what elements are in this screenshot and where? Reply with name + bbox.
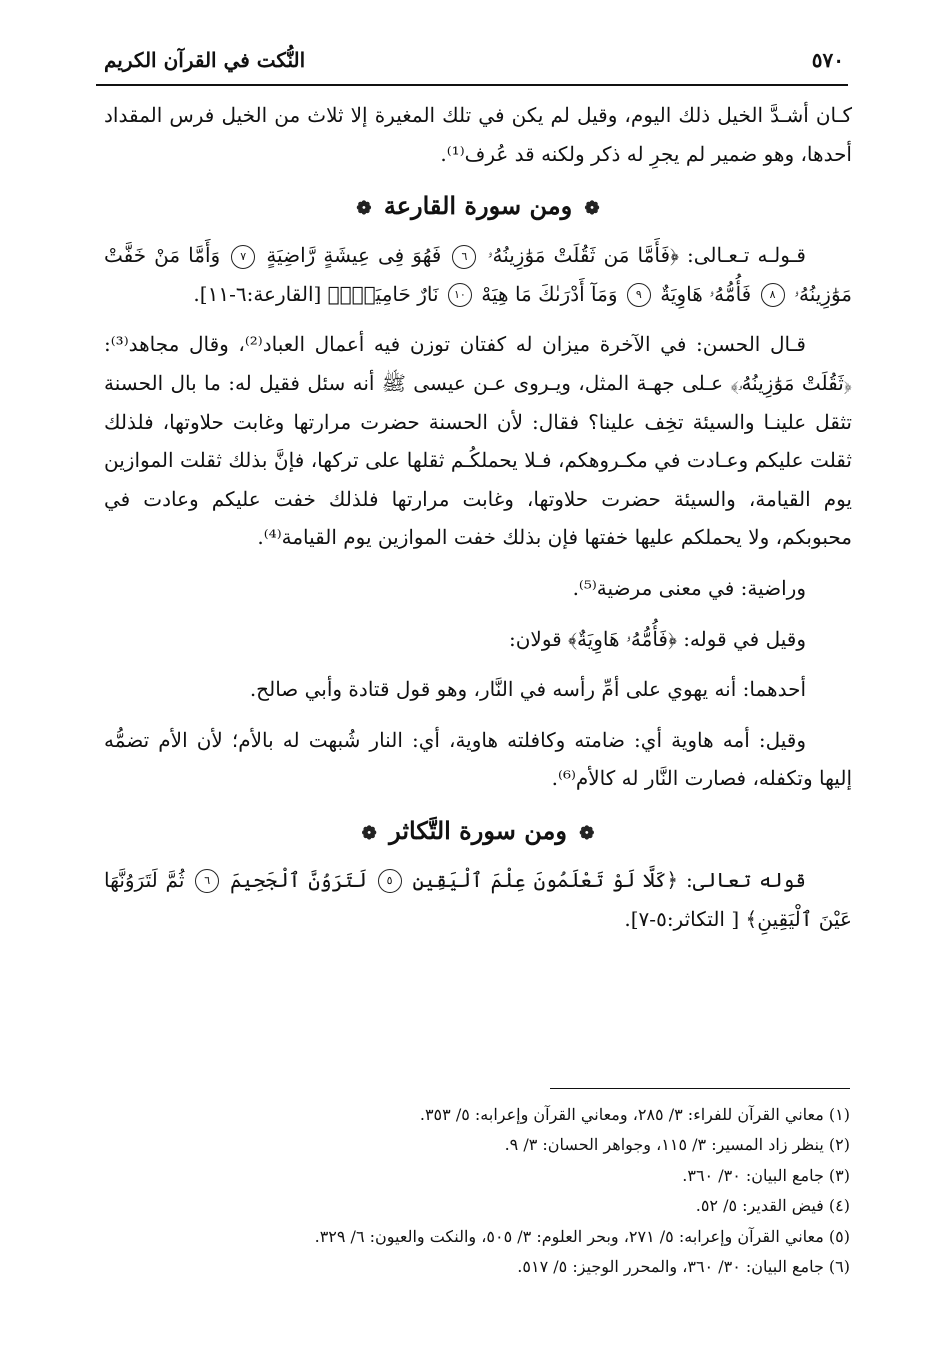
paragraph: وقيل: أمه هاوية أي: ضامته وكافلته هاوية، أي: النار شُبهت له بالأم؛ لأن الأم تضمُّه إليها وتكفله، فصارت النَّار له كالأم⁽⁶⁾. — [104, 727, 852, 791]
ayah-number-icon: ٨ — [761, 283, 785, 307]
book-title: النُّكت في القرآن الكريم — [104, 48, 306, 72]
surah-heading-text: ومن سورة القارعة — [383, 191, 573, 221]
ayah-number-icon: ٦ — [195, 869, 219, 893]
paragraph: وراضية: في معنى مرضية⁽⁵⁾. — [572, 575, 806, 600]
quran-text: فَأُمُّهُۥ هَاوِيَةٌ — [660, 281, 752, 306]
page-body — [104, 96, 852, 950]
footnotes — [104, 1100, 850, 1282]
running-header — [104, 40, 844, 80]
surah-reference: [ التكاثر:٥-٧]. — [624, 906, 740, 931]
footnote: (٣) جامع البيان: ٣٠/ ٣٦٠. — [682, 1165, 850, 1185]
paragraph: كـان أشـدَّ الخيل ذلك اليوم، وقيل لم يكن في تلك المغيرة إلا ثلاث من الخيل فرس المقداد أحدها، وهو ضمير لم يجرِ له ذكر ولكنه قد عُرف⁽¹⁾. — [104, 103, 852, 166]
paragraph: أحدهما: أنه يهوي على أمِّ رأسه في النَّار، وهو قول قتادة وأبي صالح. — [249, 677, 806, 702]
ayah-number-icon: ٩ — [627, 283, 651, 307]
quran-text: وَأَمَّا مَنْ خَفَّتْ مَوَٰزِينُهُۥ — [104, 243, 852, 306]
footnote: (٥) معاني القرآن وإعرابه: ٥/ ٢٧١، وبحر العلوم: ٣/ ٥٠٥، والنكت والعيون: ٦/ ٣٢٩. — [314, 1226, 850, 1246]
footnote: (٤) فيض القدير: ٥/ ٥٢. — [695, 1196, 850, 1216]
quran-text: وَمَآ أَدْرَىٰكَ مَا هِيَهْ — [481, 281, 618, 306]
quran-text: نَارٌ حَامِيَةٌۢ﴾ — [327, 281, 439, 306]
quran-text: فَهُوَ فِى عِيشَةٍ رَّاضِيَةٍ — [266, 243, 442, 268]
footnote: (٦) جامع البيان: ٣٠/ ٣٦٠، والمحرر الوجيز: ٥/ ٥١٧. — [517, 1257, 850, 1277]
ayah-number-icon: ٥ — [378, 869, 402, 893]
heading-ornament-icon: ❁ — [579, 822, 595, 844]
heading-ornament-icon: ❁ — [356, 198, 372, 220]
paragraph: قـال الحسن: في الآخرة ميزان له كفتان توزن فيه أعمال العباد⁽²⁾، وقال مجاهد⁽³⁾: ﴿ثَقُلَتْ مَوَٰزِينُهُۥ﴾ عـلى جهـة المثل، ويـروى عـن عيسى ﷺ أنه سئل فقيل له: ما بال الحسنة تثقل علينـا والسيئة تخِف علينا؟ فقال: لأن الحسنة حضرت مرارتها وغابت حلاوتها، فلذلك ثقلت عليكم وعـادت في مكـروهكم، فـلا يحملكُـم ثقلها على تركها، فإنَّ بذلك ثقلت الموازين يوم القيامة، والسيئة حضرت حلاوتها، وغابت مرارتها فلذلك خفت عليكم وعادت في محبوبكم، ولا يحملكم عليها خفتها فإن بذلك خفت الموازين يوم القيامة⁽⁴⁾. — [104, 332, 852, 550]
ayah-number-icon: ٦ — [452, 245, 476, 269]
surah-reference: [القارعة:٦-١١]. — [193, 281, 322, 306]
footnote: (١) معاني القرآن للفراء: ٣/ ٢٨٥، ومعاني القرآن وإعرابه: ٥/ ٣٥٣. — [419, 1105, 850, 1124]
ayah-number-icon: ٧ — [231, 245, 255, 269]
surah-heading — [104, 185, 852, 230]
footnote-rule — [550, 1088, 850, 1089]
footnote: (٢) ينظر زاد المسير: ٣/ ١١٥، وجواهر الحسان: ٣/ ٩. — [504, 1135, 850, 1155]
page-number: ٥٧٠ — [811, 48, 844, 72]
quran-text: ﴿فَأَمَّا مَن ثَقُلَتْ مَوَٰزِينُهُۥ — [487, 243, 679, 268]
heading-ornament-icon: ❁ — [361, 822, 377, 844]
quran-text: ﴿كَلَّا لَوْ تَعْلَمُونَ عِلْمَ ٱلْيَقِينِ — [412, 867, 679, 892]
paragraph: وقيل في قوله: ﴿فَأُمُّهُۥ هَاوِيَةٌ﴾ قولان: — [509, 626, 806, 651]
quran-text: لَتَرَوُنَّ ٱلْجَحِيمَ — [230, 867, 367, 892]
quran-text: ثُمَّ لَتَرَوُنَّهَا عَيْنَ ٱلْيَقِينِ﴾ — [104, 867, 852, 931]
header-rule — [96, 84, 848, 86]
surah-heading — [104, 810, 852, 855]
quote-intro: قـولـه تـعـالى: — [686, 243, 806, 268]
heading-ornament-icon: ❁ — [584, 198, 600, 220]
surah-heading-text: ومن سورة التَّكاثر — [389, 815, 567, 845]
quran-citation — [104, 236, 852, 313]
quote-intro: قوله تعالى: — [685, 867, 807, 892]
ayah-number-icon: ١٠ — [448, 283, 472, 307]
quran-citation — [104, 861, 852, 938]
